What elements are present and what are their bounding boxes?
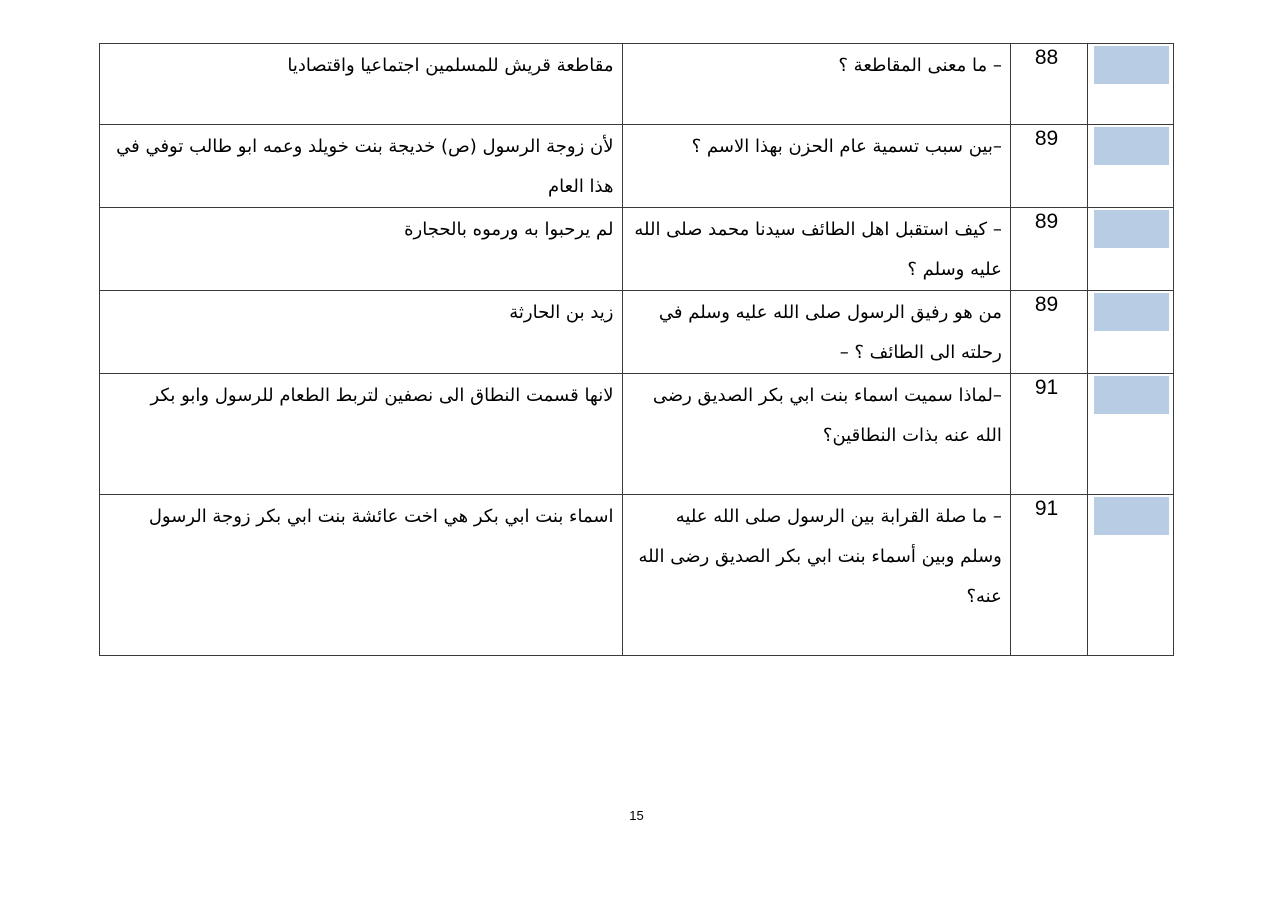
page-ref: 89: [1010, 125, 1087, 208]
answer-text: اسماء بنت ابي بكر هي اخت عائشة بنت ابي بكر زوجة الرسول: [100, 495, 623, 656]
page-ref: 89: [1010, 291, 1087, 374]
table-row: [100, 125, 1174, 208]
table-row: [100, 44, 1174, 125]
answer-text: لم يرحبوا به ورموه بالحجارة: [100, 208, 623, 291]
question-text: –لماذا سميت اسماء بنت ابي بكر الصديق رضى الله عنه بذات النطاقين؟: [622, 374, 1010, 495]
question-text: – ما صلة القرابة بين الرسول صلى الله عليه وسلم وبين أسماء بنت ابي بكر الصديق رضى الله عنه؟: [622, 495, 1010, 656]
question-text: –بين سبب تسمية عام الحزن بهذا الاسم ؟: [622, 125, 1010, 208]
mark-box: [1094, 210, 1169, 248]
mark-cell: [1087, 125, 1173, 208]
answer-text: لأن زوجة الرسول (ص) خديجة بنت خويلد وعمه ابو طالب توفي في هذا العام: [100, 125, 623, 208]
mark-box: [1094, 497, 1169, 535]
mark-cell: [1087, 495, 1173, 656]
mark-cell: [1087, 374, 1173, 495]
page-ref: 91: [1010, 495, 1087, 656]
table-row: [100, 495, 1174, 656]
mark-box: [1094, 46, 1169, 84]
page-ref: 89: [1010, 208, 1087, 291]
page-ref: 88: [1010, 44, 1087, 125]
answer-text: مقاطعة قريش للمسلمين اجتماعيا واقتصاديا: [100, 44, 623, 125]
mark-box: [1094, 376, 1169, 414]
table-row: [100, 208, 1174, 291]
question-text: – ما معنى المقاطعة ؟: [622, 44, 1010, 125]
question-text: – كيف استقبل اهل الطائف سيدنا محمد صلى الله عليه وسلم ؟: [622, 208, 1010, 291]
mark-box: [1094, 127, 1169, 165]
table-row: [100, 374, 1174, 495]
questions-table: [99, 43, 1174, 656]
mark-cell: [1087, 291, 1173, 374]
mark-box: [1094, 293, 1169, 331]
page-number: 15: [629, 808, 644, 823]
question-text: من هو رفيق الرسول صلى الله عليه وسلم في رحلته الى الطائف ؟ –: [622, 291, 1010, 374]
answer-text: زيد بن الحارثة: [100, 291, 623, 374]
page-ref: 91: [1010, 374, 1087, 495]
mark-cell: [1087, 44, 1173, 125]
answer-text: لانها قسمت النطاق الى نصفين لتربط الطعام للرسول وابو بكر: [100, 374, 623, 495]
table-row: [100, 291, 1174, 374]
mark-cell: [1087, 208, 1173, 291]
